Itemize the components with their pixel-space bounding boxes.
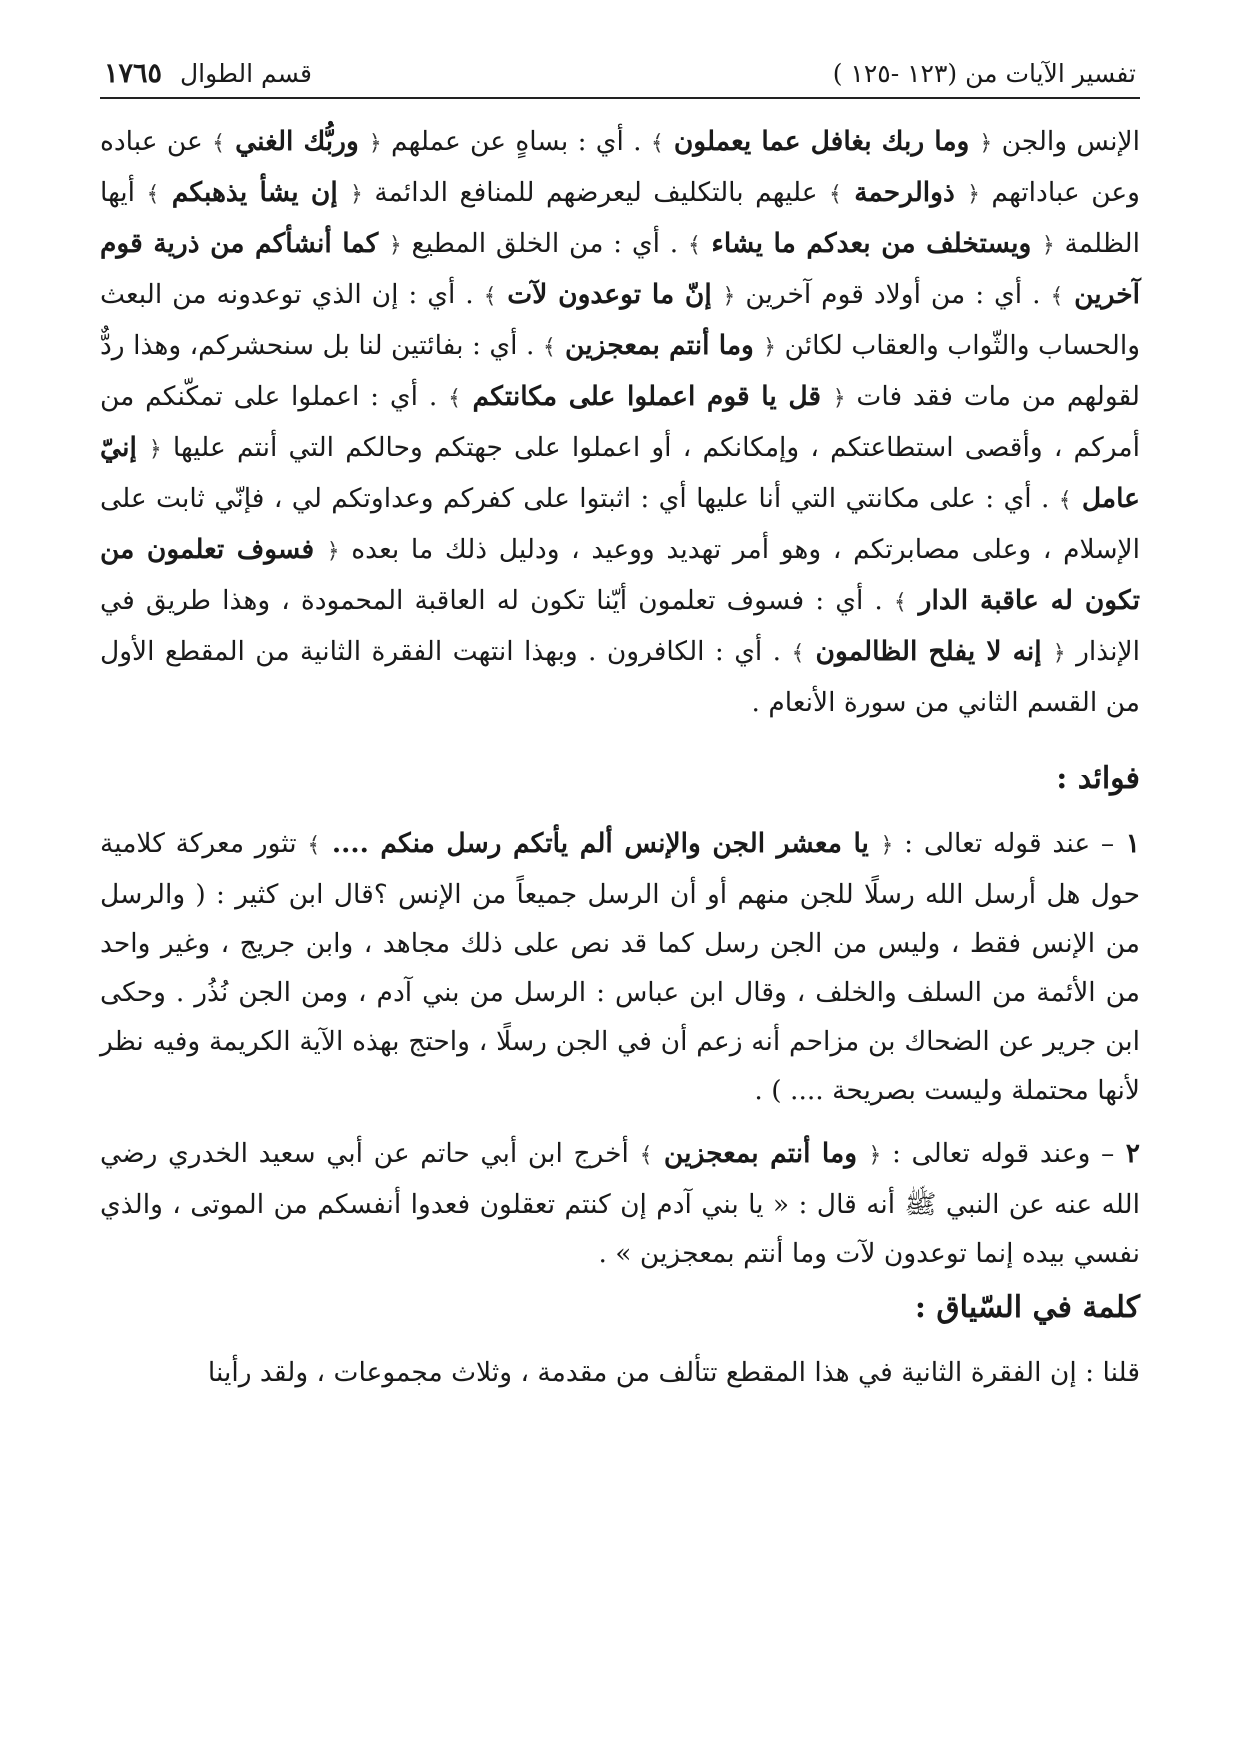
text-run: . أي : بفائتين لنا بل سنحشركم، وهذا ردٌّ لقولهم من مات فقد فات [100, 330, 1140, 412]
text-run: أخرج ابن أبي حاتم عن أبي سعيد الخدري رضي الله عنه عن النبي ﷺ أنه قال : « يا بني آدم إن كنتم تعقلون فعدوا أنفسكم من الموتى ، والذي نفسي بيده إنما توعدون لآت وما أنتم بمعجزين » . [100, 1138, 1140, 1269]
text-run: . أي : الكافرون . وبهذا انتهت الفقرة الثانية من المقطع الأول من القسم الثاني من سورة الأنعام . [100, 636, 1140, 718]
text-run: . أي : إن الذي توعدونه من البعث والحساب والثّواب والعقاب لكائن [100, 279, 1140, 361]
text-run: . أي : اعملوا على تمكّنكم من أمركم ، وأقصى استطاعتكم ، وإمكانكم ، أو اعملوا على جهتكم وحالكم التي أنتم عليها [100, 381, 1140, 463]
ornate-bracket: ﴿ [350, 182, 363, 207]
ornate-bracket: ﴾ [448, 386, 461, 411]
text-run: . أي : من الخلق المطيع [401, 228, 688, 259]
quran-quote: وما أنتم بمعجزين [555, 330, 764, 361]
paragraph [100, 1348, 1140, 1397]
quran-quote: وربُّك الغني [225, 126, 369, 157]
paragraph [100, 819, 1140, 1115]
ornate-bracket: ﴿ [1041, 233, 1055, 258]
quran-quote: إنّ ما توعدون لآت [496, 279, 723, 310]
quran-quote: ذوالرحمة [841, 177, 968, 208]
text-run: . أي : فسوف تعلمون أيّنا تكون له العاقبة المحمودة ، وهذا طريق في الإنذار [100, 585, 1140, 667]
header-title: تفسير الآيات من (١٢٣ -١٢٥ ) [832, 59, 1136, 88]
page-body [100, 117, 1140, 1397]
ornate-bracket: ﴾ [893, 590, 907, 615]
ornate-bracket: ﴿ [722, 284, 736, 309]
ornate-bracket: ﴿ [880, 833, 894, 858]
ornate-bracket: ﴿ [763, 335, 777, 360]
page-number: ١٧٦٥ [104, 58, 163, 89]
text-run: . أي : بساهٍ عن عملهم [381, 126, 651, 157]
paragraph [100, 117, 1140, 727]
ornate-bracket: ﴿ [868, 1143, 882, 1168]
quran-quote: ويستخلف من بعدكم ما يشاء [700, 228, 1042, 259]
ornate-bracket: ﴾ [1058, 488, 1072, 513]
header-section-and-page [104, 58, 312, 89]
ornate-bracket: ﴿ [148, 437, 162, 462]
text-run: . أي : على مكانتي التي أنا عليها أي : اثبتوا على كفركم وعداوتكم لي ، فإنّي ثابت على الإسلام ، وعلى مصابرتكم ، وهو أمر تهديد ووعيد ، ودليل ذلك ما بعده [100, 483, 1140, 565]
ornate-bracket: ﴾ [212, 131, 225, 156]
tafsir-text [100, 117, 1140, 727]
ornate-bracket: ﴿ [979, 131, 993, 156]
ornate-bracket: ﴿ [832, 386, 846, 411]
ornate-bracket: ﴿ [368, 131, 382, 156]
text-run: عن عباده وعن عباداتهم [100, 126, 1140, 208]
text-run: – وعند قوله تعالى : [881, 1138, 1115, 1169]
ornate-bracket: ﴿ [326, 539, 340, 564]
ornate-bracket: ﴿ [967, 182, 980, 207]
page [100, 58, 1140, 1724]
ornate-bracket: ﴾ [791, 641, 805, 666]
siyaq-text [100, 1348, 1140, 1397]
ornate-bracket: ﴾ [687, 233, 701, 258]
ornate-bracket: ﴿ [1052, 641, 1066, 666]
quran-quote: وما ربك بغافل عما يعملون [663, 126, 980, 157]
text-run: . أي : من أولاد قوم آخرين [735, 279, 1051, 310]
quran-quote: وما أنتم بمعجزين [652, 1138, 869, 1169]
heading-fawaid: فوائد : [1056, 761, 1140, 796]
quran-quote: ٢ [1114, 1138, 1140, 1169]
ornate-bracket: ﴾ [146, 182, 160, 207]
running-header [100, 58, 1140, 99]
quran-quote: إن يشأ يذهبكم [159, 177, 350, 208]
quran-quote: إنيّ عامل [100, 432, 1140, 514]
quran-quote: قل يا قوم اعملوا على مكانتكم [460, 381, 833, 412]
quran-quote: فسوف تعلمون من تكون له عاقبة الدار [100, 534, 1140, 616]
text-run: عليهم بالتكليف ليعرضهم للمنافع الدائمة [362, 177, 830, 208]
ornate-bracket: ﴾ [307, 833, 321, 858]
ornate-bracket: ﴾ [639, 1143, 653, 1168]
fawaid-list [100, 819, 1140, 1278]
text-run: – عند قوله تعالى : [893, 828, 1115, 859]
ornate-bracket: ﴾ [483, 284, 497, 309]
quran-quote: ١ [1114, 828, 1140, 859]
quran-quote: كما أنشأكم من ذرية قوم آخرين [100, 228, 1141, 310]
text-run: قلنا : إن الفقرة الثانية في هذا المقطع تتألف من مقدمة ، وثلاث مجموعات ، ولقد رأينا [207, 1357, 1140, 1388]
ornate-bracket: ﴾ [1050, 284, 1064, 309]
ornate-bracket: ﴾ [829, 182, 842, 207]
quran-quote: يا معشر الجن والإنس ألم يأتكم رسل منكم .... [320, 828, 881, 859]
heading-siyaq: كلمة في السّياق : [914, 1290, 1140, 1325]
header-section: قسم الطوال [180, 59, 312, 88]
text-run: أيها الظلمة [100, 177, 1140, 259]
ornate-bracket: ﴾ [542, 335, 556, 360]
quran-quote: إنه لا يفلح الظالمون [804, 636, 1053, 667]
ornate-bracket: ﴾ [650, 131, 664, 156]
ornate-bracket: ﴿ [388, 233, 402, 258]
paragraph [100, 1129, 1140, 1278]
text-run: الإنس والجن [992, 126, 1141, 157]
text-run: تثور معركة كلامية حول هل أرسل الله رسلًا للجن منهم أو أن الرسل جميعاً من الإنس ؟قال ابن كثير : ( والرسل من الإنس فقط ، وليس من الجن رسل كما قد نص على ذلك مجاهد ، وابن جريج ، وغير واحد من الأئمة من السلف والخلف ، وقال ابن عباس : الرسل من بني آدم ، ومن الجن نُذُر . وحكى ابن جرير عن الضحاك بن مزاحم أنه زعم أن في الجن رسلًا ، واحتج بهذه الآية الكريمة وفيه نظر لأنها محتملة وليست بصريحة .... ) . [100, 828, 1140, 1106]
